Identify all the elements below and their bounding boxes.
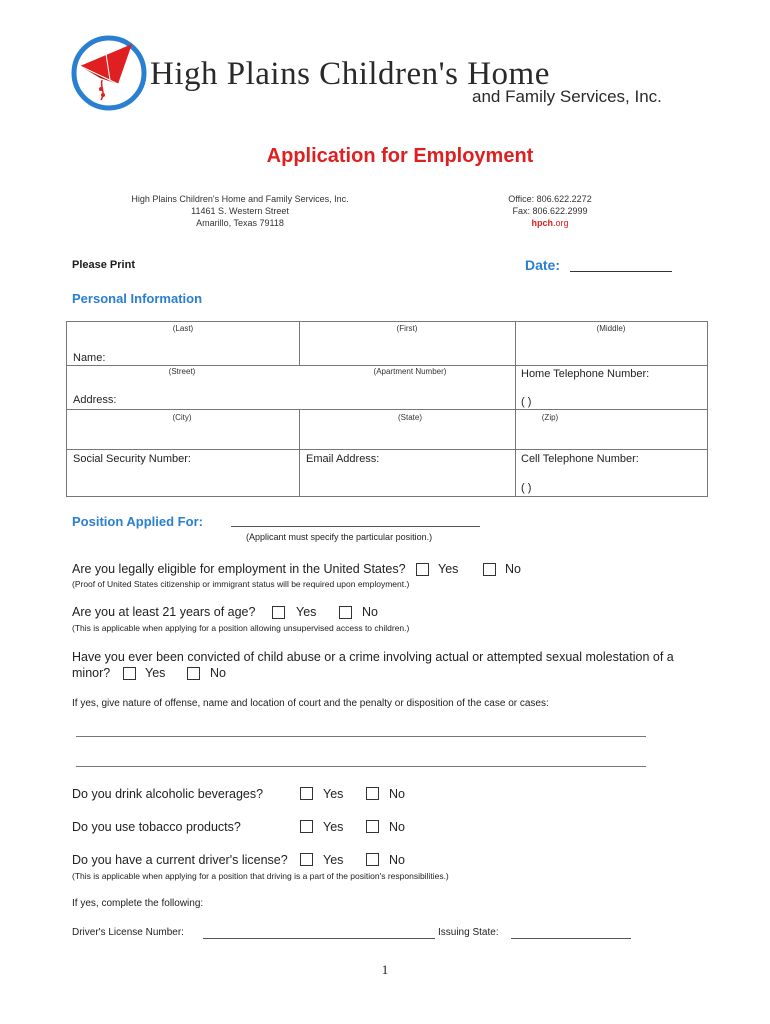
email-label: Email Address: [306, 453, 380, 465]
position-note: (Applicant must specify the particular position.) [246, 532, 433, 542]
license-no-label: No [389, 853, 405, 867]
conviction-details-line-2[interactable] [76, 766, 646, 767]
personal-info-table [66, 321, 708, 497]
office-phone: Office: 806.622.2272 [508, 194, 592, 204]
license-yes-checkbox[interactable] [300, 853, 313, 866]
email-input[interactable] [305, 468, 511, 492]
conviction-yes-label: Yes [145, 666, 166, 680]
address-line-1: High Plains Children's Home and Family Services, Inc. [131, 194, 349, 204]
org-name: High Plains Children's Home [150, 56, 550, 92]
fax-number: Fax: 806.622.2999 [512, 206, 588, 216]
org-contact [490, 193, 610, 229]
kite-logo [70, 34, 148, 112]
issuing-state-input[interactable] [511, 938, 631, 939]
first-name-input[interactable] [303, 336, 511, 362]
org-address [130, 193, 350, 229]
middle-name-input[interactable] [519, 336, 703, 362]
q-alcohol-label: Do you drink alcoholic beverages? [72, 787, 264, 801]
tobacco-yes-checkbox[interactable] [300, 820, 313, 833]
ssn-label: Social Security Number: [73, 453, 191, 465]
caption-apartment: (Apartment Number) [373, 367, 447, 376]
cell-phone-area-code[interactable]: ( ) [521, 482, 532, 494]
caption-state: (State) [397, 413, 422, 422]
eligible-note: (Proof of United States citizenship or immigrant status will be required upon employment.) [72, 579, 410, 589]
q-license-label: Do you have a current driver's license? [72, 853, 288, 867]
caption-city: (City) [172, 413, 192, 422]
age-no-checkbox[interactable] [339, 606, 352, 619]
last-name-input[interactable] [127, 336, 297, 362]
page-number: 1 [381, 962, 389, 977]
conviction-followup: If yes, give nature of offense, name and location of court and the penalty or disposition of the case or cases: [72, 698, 549, 709]
date-label: Date: [525, 257, 561, 273]
alcohol-no-label: No [389, 787, 405, 801]
conviction-yes-checkbox[interactable] [123, 667, 136, 680]
caption-last: (Last) [172, 324, 194, 333]
address-line-2: 11461 S. Western Street [191, 206, 289, 216]
age-yes-label: Yes [296, 605, 317, 619]
caption-street: (Street) [168, 367, 196, 376]
age-no-label: No [362, 605, 378, 619]
website-rest: .org [552, 218, 569, 228]
tobacco-yes-label: Yes [323, 820, 344, 834]
page-title: Application for Employment [266, 145, 534, 167]
alcohol-yes-label: Yes [323, 787, 344, 801]
eligible-no-label: No [505, 562, 521, 576]
please-print: Please Print [72, 259, 135, 271]
age-note: (This is applicable when applying for a position allowing unsupervised access to children.) [72, 623, 410, 633]
q-eligible-label: Are you legally eligible for employment in the United States? [72, 562, 406, 576]
org-subtitle: and Family Services, Inc. [472, 87, 662, 106]
q-conviction-label: Have you ever been convicted of child abuse or a crime involving actual or attempted sexual molestation of a [72, 650, 674, 664]
home-phone-area-code[interactable]: ( ) [521, 396, 532, 408]
zip-input[interactable] [519, 424, 703, 446]
city-state-input[interactable] [127, 424, 509, 446]
eligible-yes-label: Yes [438, 562, 459, 576]
license-followup: If yes, complete the following: [72, 898, 204, 909]
age-yes-checkbox[interactable] [272, 606, 285, 619]
alcohol-yes-checkbox[interactable] [300, 787, 313, 800]
q-tobacco-label: Do you use tobacco products? [72, 820, 241, 834]
address-line-3: Amarillo, Texas 79118 [196, 218, 284, 228]
cell-phone-label: Cell Telephone Number: [521, 453, 639, 465]
q-conviction-label-2: minor? [72, 666, 111, 680]
caption-middle: (Middle) [596, 324, 626, 333]
conviction-no-label: No [210, 666, 226, 680]
street-address-input[interactable] [127, 380, 509, 406]
ssn-input[interactable] [73, 468, 295, 492]
license-yes-label: Yes [323, 853, 344, 867]
position-input[interactable] [231, 526, 480, 527]
eligible-no-checkbox[interactable] [483, 563, 496, 576]
conviction-no-checkbox[interactable] [187, 667, 200, 680]
name-label: Name: [73, 352, 106, 364]
caption-zip: (Zip) [541, 413, 559, 422]
tobacco-no-checkbox[interactable] [366, 820, 379, 833]
license-note: (This is applicable when applying for a position that driving is a part of the position's responsibilities.) [72, 871, 449, 881]
license-number-label: Driver's License Number: [72, 927, 184, 938]
date-field[interactable] [570, 271, 672, 272]
website [490, 217, 610, 229]
alcohol-no-checkbox[interactable] [366, 787, 379, 800]
q-age-label: Are you at least 21 years of age? [72, 605, 256, 619]
caption-first: (First) [396, 324, 418, 333]
website-bold: hpch [531, 218, 553, 228]
position-heading: Position Applied For: [72, 514, 203, 529]
conviction-details-line-1[interactable] [76, 736, 646, 737]
tobacco-no-label: No [389, 820, 405, 834]
home-phone-label: Home Telephone Number: [521, 368, 650, 380]
issuing-state-label: Issuing State: [438, 927, 499, 938]
personal-info-heading: Personal Information [72, 291, 203, 306]
address-label: Address: [73, 394, 117, 406]
license-no-checkbox[interactable] [366, 853, 379, 866]
eligible-yes-checkbox[interactable] [416, 563, 429, 576]
license-number-input[interactable] [203, 938, 435, 939]
